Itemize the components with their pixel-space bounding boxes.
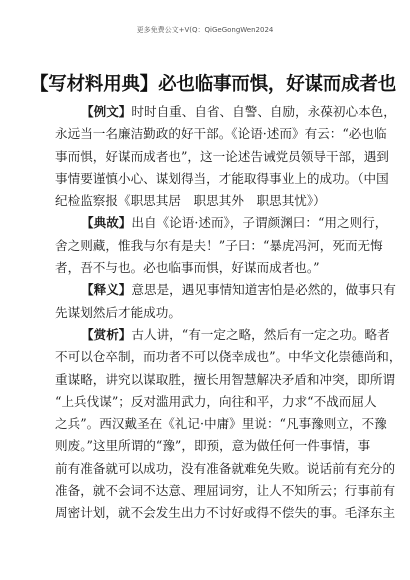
paragraph-line: 不可以仓卒制，而功者不可以侥幸成也”。中华文化崇德尚和， bbox=[55, 349, 402, 365]
paragraph-first-line bbox=[55, 324, 390, 346]
paragraph-line: 出自《论语·述而》，子谓颜渊曰：“用之则行， bbox=[131, 215, 388, 231]
paragraph-line: 事而惧，好谋而成者也”，这一论述告诫党员领导干部，遇到 bbox=[55, 148, 389, 164]
page-header: 更多免费公文+V(Q：QiGeGongWen2024 bbox=[136, 26, 274, 34]
paragraph-line: “上兵伐谋”；反对滥用武力，向往和平，力求“不战而屈人 bbox=[55, 393, 377, 409]
paragraph-line: 舍之则藏，惟我与尔有是夫！”子曰：“暴虎冯河，死而无悔 bbox=[55, 237, 383, 253]
paragraph-line: 之兵”。西汉戴圣在《礼记·中庸》里说：“凡事豫则立，不豫 bbox=[55, 416, 387, 432]
paragraph-line: 前有准备就可以成功，没有准备就难免失败。说话前有充分的 bbox=[55, 460, 396, 476]
paragraph-line: 时时自重、自省、自警、自励，永葆初心本色， bbox=[131, 104, 396, 119]
paragraph-line: 古人讲，“有一定之略，然后有一定之功。略者 bbox=[131, 326, 390, 342]
paragraph-tag: 【典故】 bbox=[81, 215, 132, 231]
document-body bbox=[55, 101, 402, 525]
paragraph-tag: 【释义】 bbox=[81, 282, 132, 298]
paragraph-line: 永远当一名廉洁勤政的好干部。《论语·述而》有云：“必也临 bbox=[55, 126, 387, 142]
paragraph-line: 先谋划然后才能成功。 bbox=[55, 304, 181, 320]
paragraph-line: 纪检监察报《职思其居 职思其外 职思其忧》） bbox=[55, 193, 326, 209]
paragraph-tag: 【赏析】 bbox=[81, 326, 132, 342]
paragraph-first-line bbox=[55, 101, 396, 123]
paragraph-line: 周密计划，就不会发生出力不讨好或得不偿失的事。毛泽东主 bbox=[55, 505, 396, 521]
paragraph-line: 者，吾不与也。必也临事而惧，好谋而成者也。” bbox=[55, 260, 320, 276]
paragraph-line: 则废。”这里所谓的“豫”，即预，意为做任何一件事情，事 bbox=[55, 438, 371, 454]
paragraph-first-line bbox=[55, 279, 396, 301]
paragraph-first-line bbox=[55, 212, 388, 234]
paragraph-line: 意思是，遇见事情知道害怕是必然的，做事只有 bbox=[131, 282, 396, 298]
document-title: 【写材料用典】必也临事而惧，好谋而成者也 bbox=[30, 74, 397, 95]
paragraph-tag: 【例文】 bbox=[81, 104, 132, 119]
paragraph-line: 准备，就不会词不达意、理屈词穷，让人不知所云；行事前有 bbox=[55, 483, 396, 499]
paragraph-line: 事情要谨慎小心、谋划得当，才能取得事业上的成功。（中国 bbox=[55, 170, 389, 186]
paragraph-line: 重谋略，讲究以谋取胜，擅长用智慧解决矛盾和冲突，即所谓 bbox=[55, 371, 396, 387]
